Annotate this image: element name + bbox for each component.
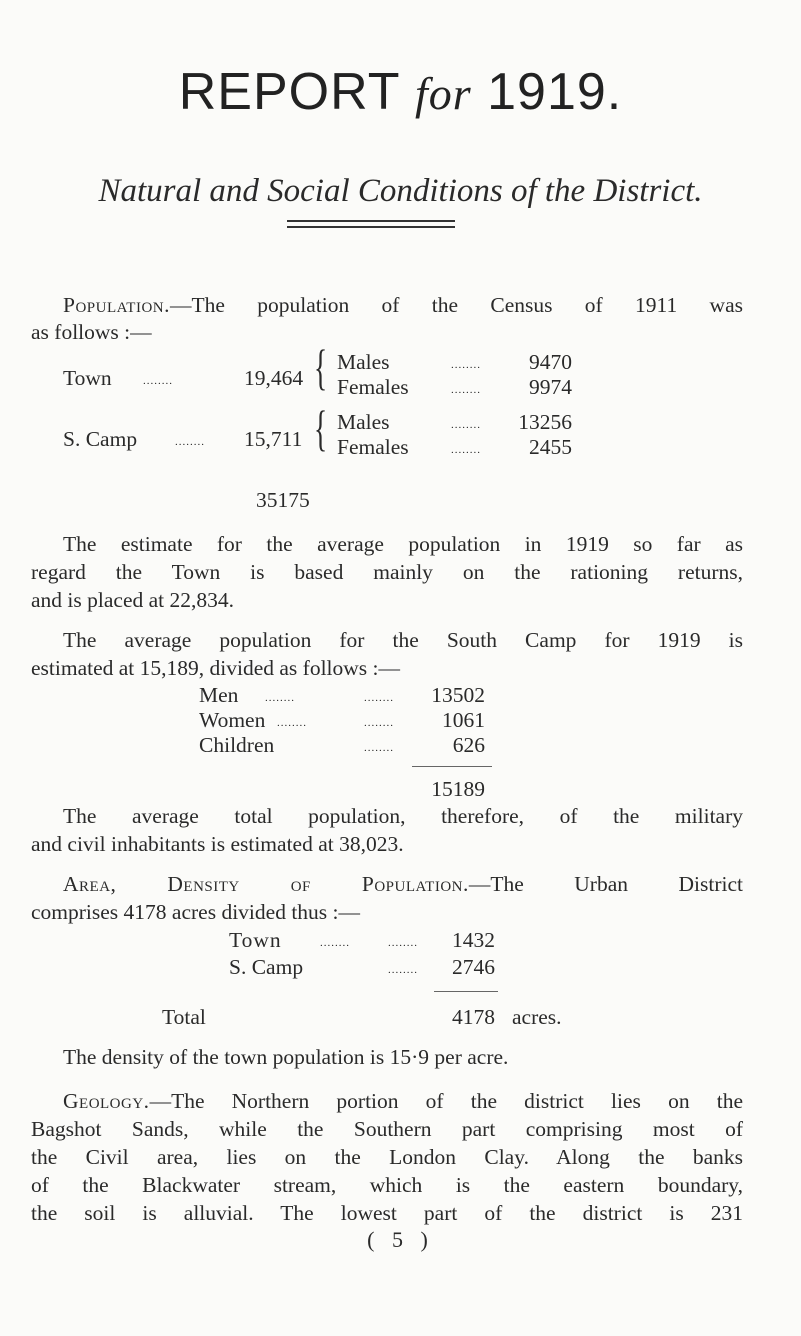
geology-line-2: Bagshot Sands, while the Southern part comprising most of (31, 1117, 743, 1141)
population-heading: Population. (63, 293, 170, 317)
title-for: for (414, 68, 472, 119)
camp-value-women: 1061 (442, 708, 485, 732)
area-line-1: Area, Density of Population.—The Urban District (63, 872, 743, 896)
camp-value-men: 13502 (431, 683, 485, 707)
area-line-2: comprises 4178 acres divided thus :— (31, 900, 361, 924)
census-total-camp: 15,711 (244, 427, 303, 451)
census-place-town: Town (63, 366, 112, 390)
total-line-1: The average total population, therefore, of the military (63, 804, 743, 828)
section-subtitle: Natural and Social Conditions of the District. (98, 173, 703, 209)
census-total-town: 19,464 (244, 366, 304, 390)
sum-rule (412, 766, 492, 767)
geology-line-3: the Civil area, lies on the London Clay. Along the banks (31, 1145, 743, 1169)
camp-line-1: The average population for the South Camp for 1919 is (63, 628, 743, 652)
camp-value-children: 626 (452, 733, 485, 757)
brace: { (314, 339, 328, 395)
census-town-females: 9974 (529, 375, 572, 399)
divider-bottom (287, 226, 455, 228)
area-value-camp: 2746 (452, 955, 495, 979)
area-total-unit: acres. (512, 1005, 562, 1029)
report-title (0, 62, 801, 122)
area-total-value: 4178 (452, 1005, 495, 1029)
page-number: ( 5 ) (367, 1227, 434, 1252)
geology-line-4: of the Blackwater stream, which is the eastern boundary, (31, 1173, 743, 1197)
estimate-line-1: The estimate for the average population in 1919 so far as (63, 532, 743, 556)
estimate-line-2: regard the Town is based mainly on the rationing returns, (31, 560, 743, 584)
divider-top (287, 220, 455, 222)
area-heading: Area, Density of Population. (63, 872, 469, 896)
title-year: 1919. (487, 63, 623, 121)
camp-label-children: Children (199, 733, 275, 757)
area-value-town: 1432 (452, 928, 495, 952)
area-label-camp: S. Camp (229, 955, 304, 979)
census-grand-total: 35175 (256, 488, 310, 512)
density-line: The density of the town population is 15·9 per acre. (63, 1045, 509, 1069)
census-camp-females: 2455 (529, 435, 572, 459)
sum-rule (434, 991, 498, 992)
total-line-2: and civil inhabitants is estimated at 38,023. (31, 832, 404, 856)
camp-total: 15189 (431, 777, 485, 801)
title-report: REPORT (178, 63, 400, 121)
geology-line-5: the soil is alluvial. The lowest part of the district is 231 (31, 1201, 743, 1225)
geology-line-1: Geology.—The Northern portion of the district lies on the (63, 1089, 743, 1113)
census-place-camp: S. Camp (63, 427, 138, 451)
population-intro-line1: Population.—The population of the Census of 1911 was (63, 293, 743, 317)
camp-label-women: Women (199, 708, 266, 732)
area-total-label: Total (162, 1005, 206, 1029)
brace: { (314, 400, 328, 456)
camp-line-2: estimated at 15,189, divided as follows :— (31, 656, 401, 680)
population-intro-line2: as follows :— (31, 320, 152, 344)
census-town-males: 9470 (529, 350, 572, 374)
estimate-line-3: and is placed at 22,834. (31, 588, 235, 612)
census-camp-males: 13256 (518, 410, 572, 434)
geology-heading: Geology. (63, 1089, 150, 1113)
camp-label-men: Men (199, 683, 239, 707)
area-label-town: Town (229, 928, 282, 952)
